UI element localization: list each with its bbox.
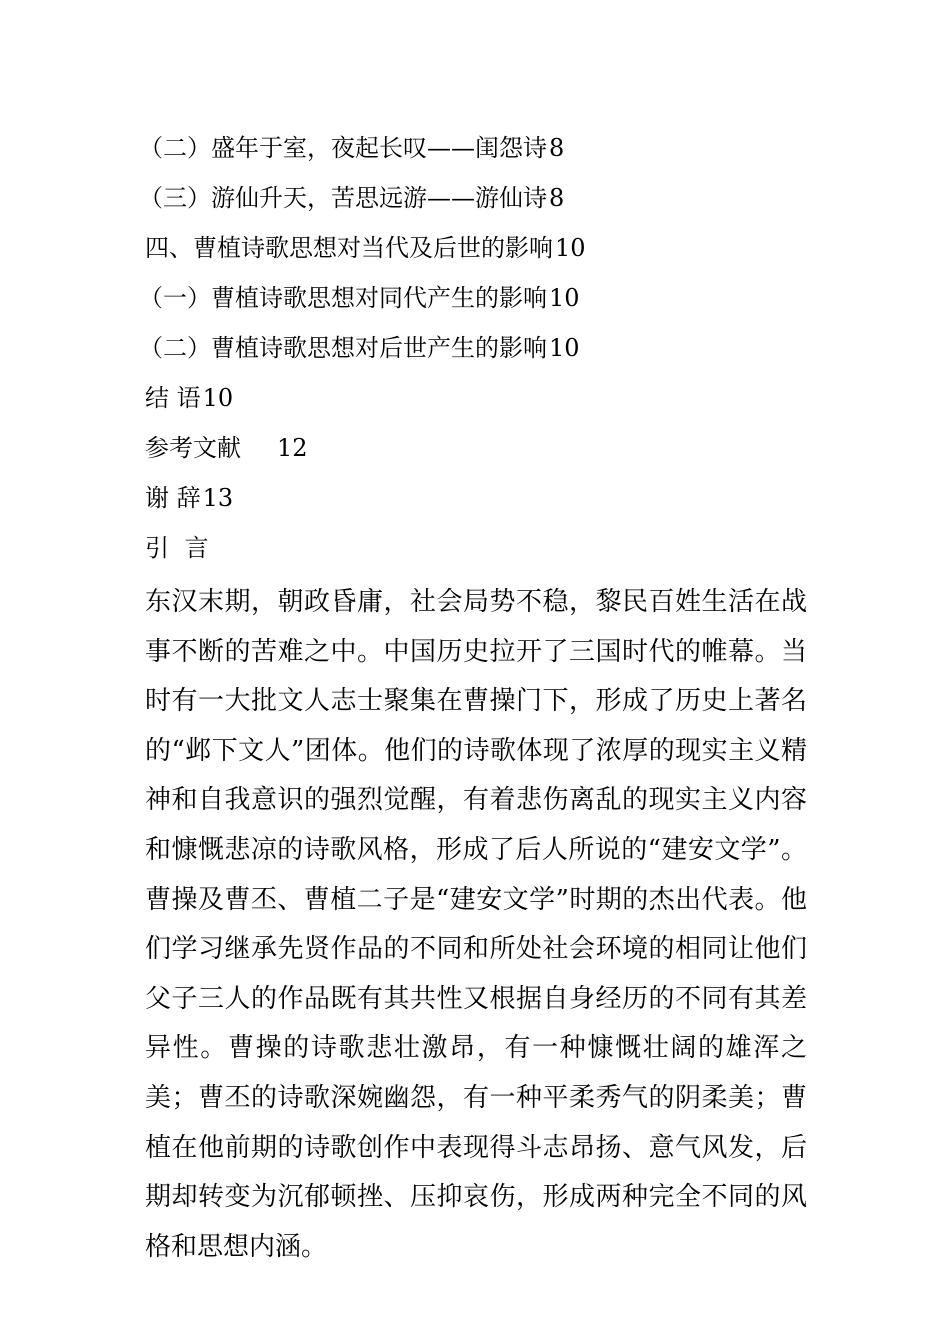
toc-entry-title: 参考文献: [145, 434, 241, 462]
toc-entry-page: 8: [549, 184, 565, 212]
toc-entry-page: 10: [549, 284, 580, 312]
toc-entry-page: 10: [202, 384, 234, 412]
toc-entry: [139, 178, 825, 228]
toc-entry-page: 13: [202, 484, 234, 512]
toc-entry-page: 10: [555, 234, 586, 262]
intro-heading: 引 言: [145, 534, 213, 562]
toc-entry-title: 谢 辞: [145, 484, 201, 512]
toc-entry-title: （三）游仙升天，苦思远游——游仙诗: [139, 184, 547, 212]
toc-entry: [145, 478, 825, 528]
toc-entry: [145, 428, 825, 478]
toc-entry: [145, 378, 825, 428]
toc-list: [139, 128, 825, 528]
intro-paragraph: 东汉末期，朝政昏庸，社会局势不稳，黎民百姓生活在战事不断的苦难之中。中国历史拉开了三国时代的帷幕。当时有一大批文人志士聚集在曹操门下，形成了历史上著名的“邺下文人”团体。他们的诗歌体现了浓厚的现实主义精神和自我意识的强烈觉醒，有着悲伤离乱的现实主义内容和慷慨悲凉的诗歌风格，形成了后人所说的“建安文学”。曹操及曹丕、曹植二子是“建安文学”时期的杰出代表。他们学习继承先贤作品的不同和所处社会环境的相同让他们父子三人的作品既有其共性又根据自身经历的不同有其差异性。曹操的诗歌悲壮激昂，有一种慷慨壮阔的雄浑之美；曹丕的诗歌深婉幽怨，有一种平柔秀气的阴柔美；曹植在他前期的诗歌创作中表现得斗志昂扬、意气风发，后期却转变为沉郁顿挫、压抑哀伤，形成两种完全不同的风格和思想内涵。: [145, 587, 807, 1262]
toc-entry-title: （一）曹植诗歌思想对同代产生的影响: [139, 284, 547, 312]
toc-entry: [139, 328, 825, 378]
toc-entry-page: 10: [549, 334, 580, 362]
toc-entry-title: 结 语: [145, 384, 201, 412]
table-of-contents: [139, 128, 825, 578]
toc-entry: [139, 278, 825, 328]
toc-entry: [145, 228, 825, 278]
toc-entry-page: 8: [549, 134, 565, 162]
toc-entry-title: （二）盛年于室，夜起长叹——闺怨诗: [139, 134, 547, 162]
toc-entry: [139, 128, 825, 178]
toc-entry-page: 12: [277, 434, 308, 462]
toc-entry-title: 四、曹植诗歌思想对当代及后世的影响: [145, 234, 553, 262]
toc-entry-title: （二）曹植诗歌思想对后世产生的影响: [139, 334, 547, 362]
